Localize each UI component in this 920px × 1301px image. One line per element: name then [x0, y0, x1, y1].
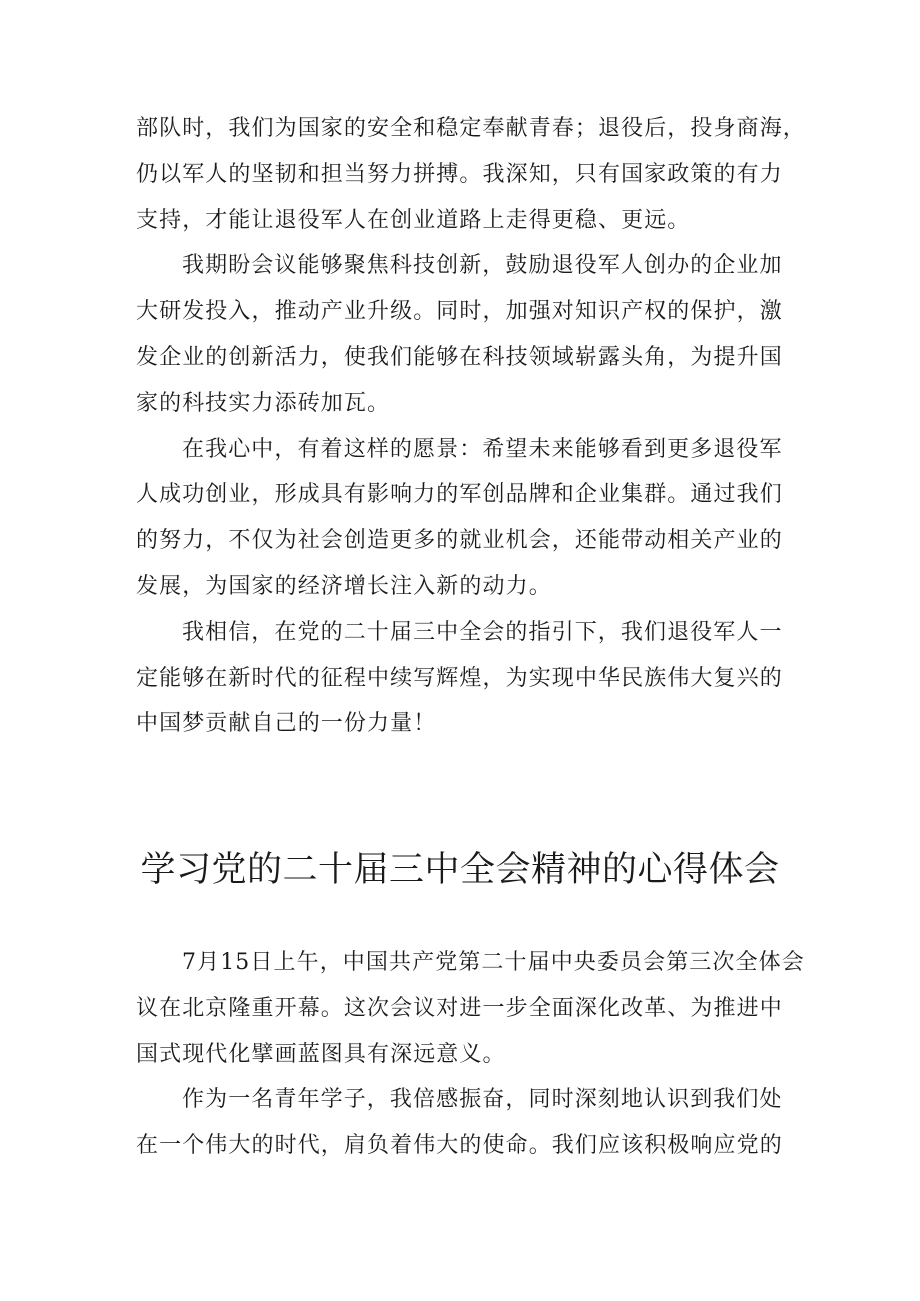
- text-line: 支持，才能让退役军人在创业道路上走得更稳、更远。: [136, 207, 691, 233]
- text-line: 我相信，在党的二十届三中全会的指引下，我们退役军人一: [182, 619, 783, 645]
- text-line: 定能够在新时代的征程中续写辉煌，为实现中华民族伟大复兴的: [136, 665, 783, 691]
- text-line: 国式现代化擘画蓝图具有深远意义。: [136, 1041, 506, 1067]
- paragraph: [136, 243, 786, 426]
- paragraph: [136, 610, 786, 747]
- text-line: 作为一名青年学子，我倍感振奋，同时深刻地认识到我们处: [182, 1087, 783, 1113]
- section-two-body: [136, 940, 805, 1169]
- text-line: 发企业的创新活力，使我们能够在科技领域崭露头角，为提升国: [136, 344, 783, 370]
- text-line: 在一个伟大的时代，肩负着伟大的使命。我们应该积极响应党的: [136, 1133, 783, 1159]
- text-line: 大研发投入，推动产业升级。同时，加强对知识产权的保护，激: [136, 299, 783, 325]
- text-line: 议在北京隆重开幕。这次会议对进一步全面深化改革、为推进中: [136, 995, 783, 1021]
- text-line: 中国梦贡献自己的一份力量！: [136, 711, 437, 737]
- text-line: 我期盼会议能够聚焦科技创新，鼓励退役军人创办的企业加: [182, 253, 783, 279]
- text-line: 发展，为国家的经济增长注入新的动力。: [136, 573, 552, 599]
- text-line: 人成功创业，形成具有影响力的军创品牌和企业集群。通过我们: [136, 482, 783, 508]
- paragraph: [136, 427, 786, 610]
- paragraph: [136, 940, 805, 1077]
- section-one-body: [136, 106, 806, 747]
- text-line: 在我心中，有着这样的愿景：希望未来能够看到更多退役军: [182, 436, 783, 462]
- text-line: 7月15日上午，中国共产党第二十届中央委员会第三次全体会: [182, 950, 805, 975]
- paragraph: [136, 1077, 786, 1169]
- text-line: 的努力，不仅为社会创造更多的就业机会，还能带动相关产业的: [136, 528, 783, 554]
- section-title: 学习党的二十届三中全会精神的心得体会: [140, 850, 780, 890]
- text-line: 仍以军人的坚韧和担当努力拼搏。我深知，只有国家政策的有力: [136, 161, 783, 187]
- text-line: 家的科技实力添砖加瓦。: [136, 390, 391, 416]
- paragraph: [136, 106, 806, 243]
- text-line: 部队时，我们为国家的安全和稳定奉献青春；退役后，投身商海，: [136, 116, 806, 141]
